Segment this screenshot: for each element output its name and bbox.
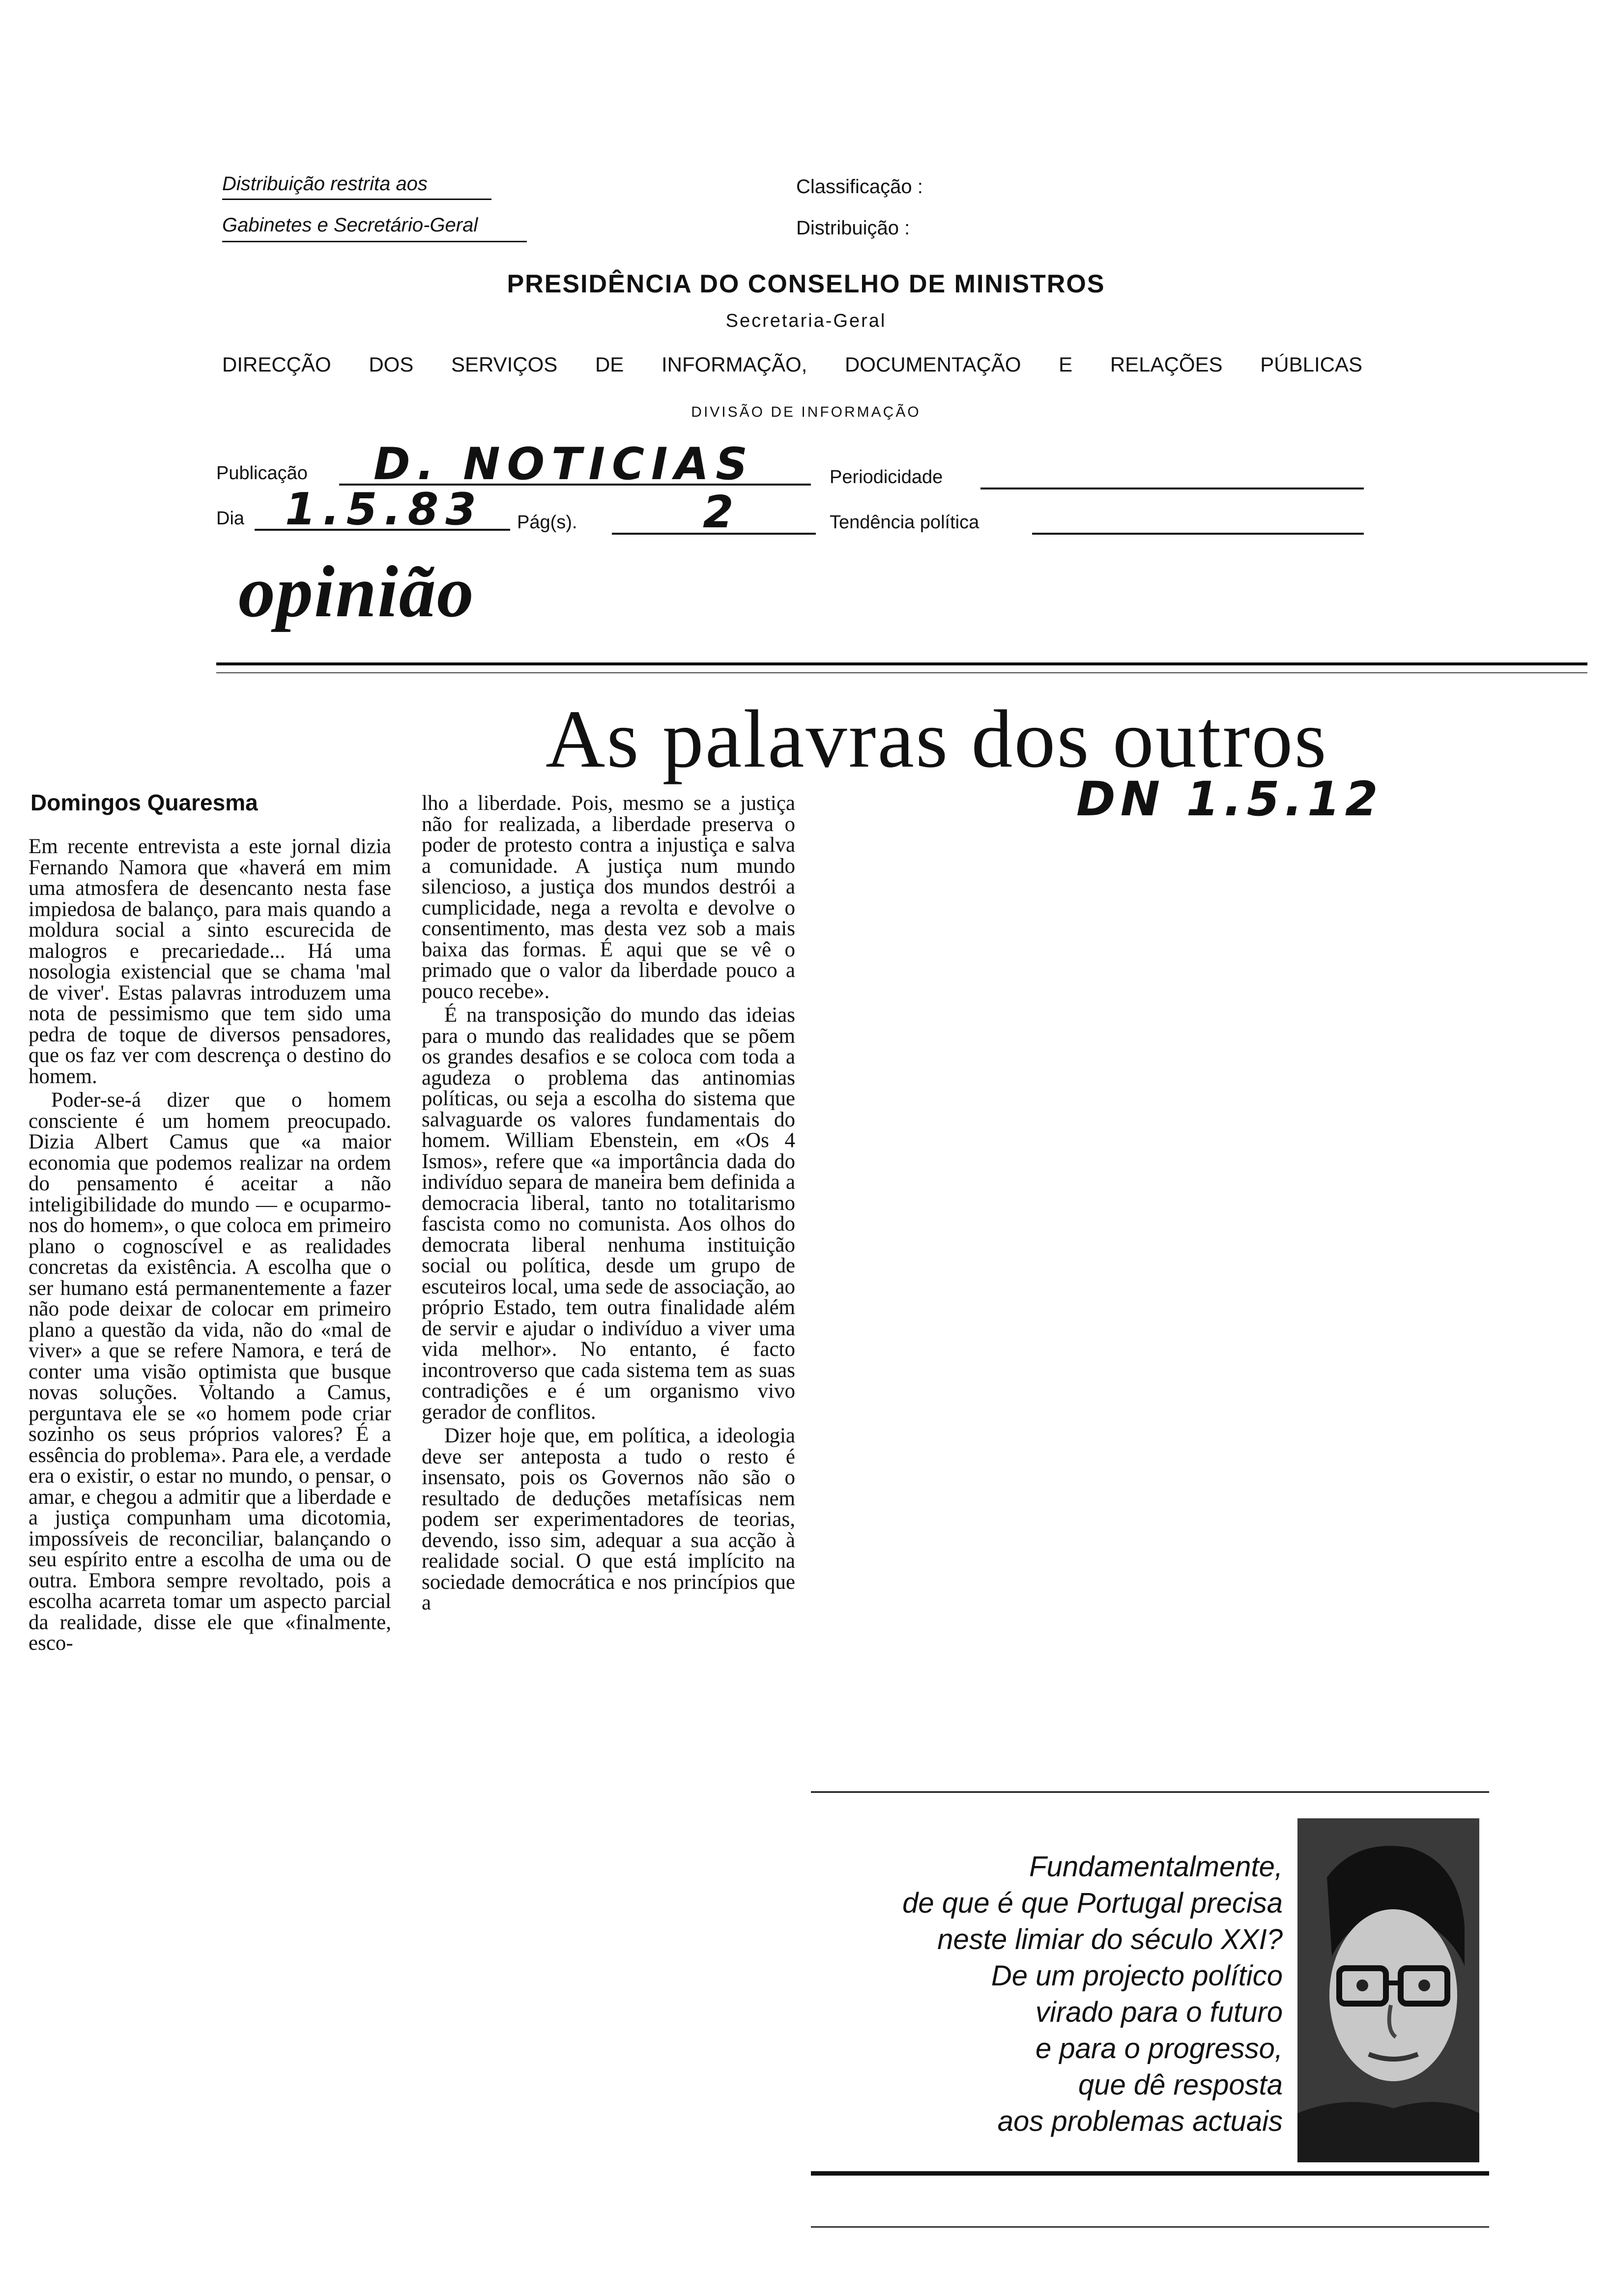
distribution-label: Distribuição :: [796, 217, 910, 239]
callout-line: neste limiar do século XXI?: [937, 1923, 1283, 1955]
article-column-2: [422, 793, 795, 1617]
day-label: Dia: [216, 508, 245, 529]
divider: [222, 199, 491, 200]
paragraph: Poder-se-á dizer que o homem consciente é um homem preocupado. Dizia Albert Camus que «a maior economia que podemos realizar na ordem do pensamento é aceitar a não inteligibilidade do mundo — e ocuparmo-nos do homem», o que coloca em primeiro plano o cognoscível e as realidades concretas da existência. A escolha que o ser humano está permanentemente a fazer não pode deixar de colocar em primeiro plano a questão da vida, não do «mal de viver» a que se refere Namora, e terá de conter uma visão optimista que busque novas soluções. Voltando a Camus, perguntava ele se «o homem pode criar sozinho os seus próprios valores? É a essência do problema». Para ele, a verdade era o existir, o estar no mundo, o pensar, o amar, e chegou a admitir que a liberdade e a justiça compunham uma dicotomia, impossíveis de reconciliar, balançando o seu espírito entre a escolha de uma ou de outra. Embora sempre revoltado, pois a escolha acarreta tomar um aspecto parcial da realidade, disse ele que «finalmente, esco-: [29, 1089, 391, 1655]
institution-title: PRESIDÊNCIA DO CONSELHO DE MINISTROS: [507, 270, 1105, 298]
pages-value: 2: [703, 487, 741, 538]
section-rule: [216, 662, 1587, 665]
political-tendency-field-line: [1032, 533, 1364, 535]
paragraph: É na transposição do mundo das ideias para o mundo das realidades que se põem os grandes desafios e se coloca com toda a agudeza o problema das antinomias políticas, ou seja a escolha do sistema que salvaguarde os valores fundamentais do homem. William Ebenstein, em «Os 4 Ismos», refere que «a importância dada do indivíduo separa de maneira bem definida a democracia liberal, tanto no totalitarismo fascista como no comunista. Aos olhos do democrata liberal nenhuma instituição social ou política, desde um grupo de escuteiros local, uma sede de associação, ao próprio Estado, tem outra finalidade além de servir e ajudar o indivíduo a viver uma vida melhor». No entanto, é facto incontroverso que cada sistema tem as suas contradições e é um organismo vivo gerador de conflitos.: [422, 1004, 795, 1424]
callout-line: e para o progresso,: [1036, 2033, 1283, 2065]
distribution-note-line2: Gabinetes e Secretário-Geral: [222, 214, 478, 236]
paragraph: Em recente entrevista a este jornal dizia Fernando Namora que «haverá em mim uma atmosfera de desencanto nesta fase impiedosa de balanço, para mais quando a moldura social a sinto escurecida de malogros e precariedade... Há uma nosologia existencial que se chama 'mal de viver'. Estas palavras introduzem uma nota de pessimismo que tem sido uma pedra de toque de diversos pensadores, que os faz ver com descrença o destino do homem.: [29, 835, 391, 1088]
division-title: DIVISÃO DE INFORMAÇÃO: [691, 404, 921, 420]
classification-label: Classificação :: [796, 176, 923, 198]
callout-line: virado para o futuro: [1036, 1996, 1283, 2028]
callout-line: de que é que Portugal precisa: [902, 1887, 1283, 1919]
paragraph: Dizer hoje que, em política, a ideologia deve ser anteposta a tudo o resto é insensato, pois os Governos não são o resultado de deduções metafísicas nem podem ser experimentadores de teorias, devendo, isso sim, adequar a sua acção à realidade social. O que está implícito na sociedade democrática e nos princípios que a: [422, 1424, 795, 1614]
periodicity-field-line: [980, 488, 1364, 489]
author-name: Domingos Quaresma: [30, 790, 258, 815]
article-column-1: [29, 836, 391, 1657]
callout-line: Fundamentalmente,: [1029, 1851, 1283, 1883]
callout-line: aos problemas actuais: [997, 2105, 1283, 2137]
secretariat-title: Secretaria-Geral: [725, 311, 887, 331]
publication-value: D. NOTICIAS: [374, 438, 754, 490]
publication-label: Publicação: [216, 463, 308, 484]
distribution-note-line1: Distribuição restrita aos: [222, 173, 428, 195]
section-title: opinião: [238, 551, 475, 632]
callout-quote: [811, 1849, 1283, 2140]
callout-bottom-rule: [811, 2171, 1489, 2176]
section-rule-thin: [216, 672, 1587, 673]
political-tendency-label: Tendência política: [830, 512, 979, 533]
divider: [222, 241, 527, 242]
callout-line: que dê resposta: [1078, 2069, 1283, 2101]
callout-line: De um projecto político: [991, 1960, 1283, 1992]
headline: As palavras dos outros: [546, 693, 1328, 785]
handwritten-note: DN 1.5.12: [1076, 772, 1383, 827]
clipping-bottom-rule: [811, 2226, 1489, 2228]
day-value: 1.5.83: [285, 484, 483, 535]
periodicity-label: Periodicidade: [830, 467, 943, 488]
callout-top-rule: [811, 1791, 1489, 1793]
paragraph: lho a liberdade. Pois, mesmo se a justiça não for realizada, a liberdade preserva o poder de protesto contra a injustiça e salva a comunidade. A justiça num mundo silencioso, a justiça dos mundos destrói a cumplicidade, nega a revolta e devolve o consentimento, mas desta vez sob a mais baixa das formas. É aqui que se vê o primado que o valor da liberdade pouco a pouco recebe».: [422, 792, 795, 1003]
pages-label: Pág(s).: [517, 512, 577, 533]
directorate-title: DIRECÇÃO DOS SERVIÇOS DE INFORMAÇÃO, DOCUMENTAÇÃO E RELAÇÕES PÚBLICAS: [222, 353, 1362, 376]
author-portrait-photo: [1297, 1818, 1479, 2162]
